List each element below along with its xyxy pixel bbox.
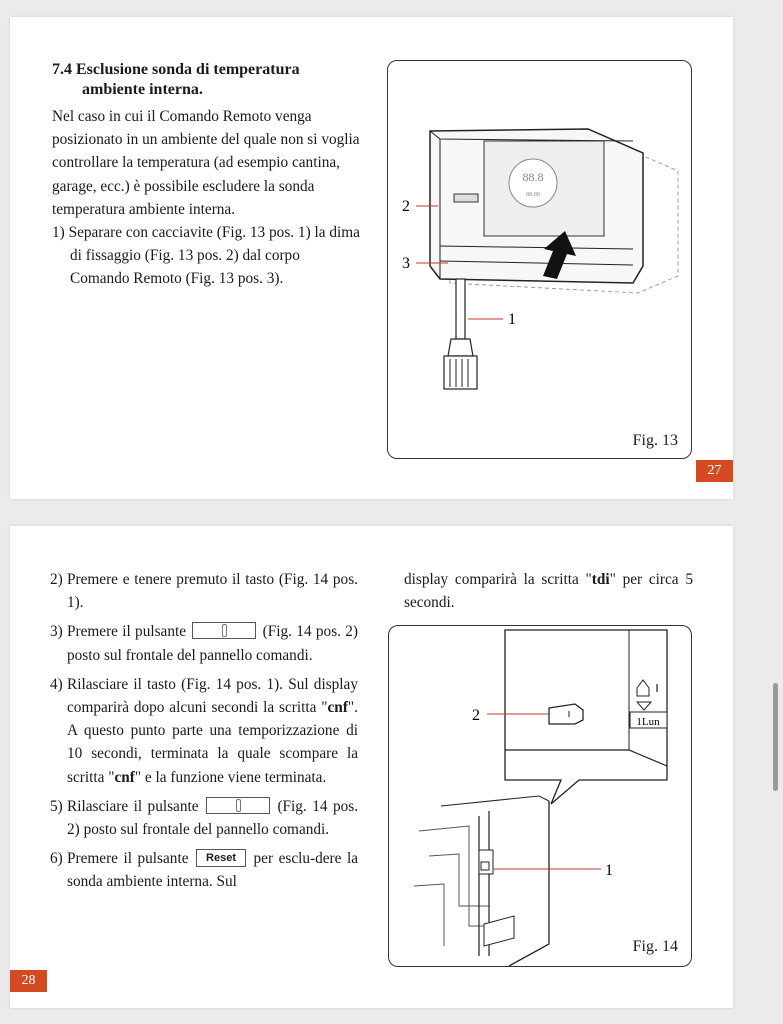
- figure-label-1: 1: [508, 311, 516, 328]
- thermometer-button-icon: [192, 622, 256, 639]
- step-2: [50, 568, 358, 614]
- scrollbar[interactable]: [773, 683, 778, 791]
- step-number: 2): [50, 571, 63, 588]
- step-text: Rilasciare il tasto (Fig. 14 pos. 1). Sul display comparirà dopo alcuni secondi la scritta "cnf". A questo punto parte una temporizzazione di 10 secondi, terminata la quale scompare la scritta "cnf" e la funzione viene terminata.: [67, 675, 358, 786]
- step-3: [50, 620, 358, 666]
- figure-caption: Fig. 13: [632, 432, 678, 449]
- figure-14: [388, 625, 692, 967]
- section-title: [52, 60, 372, 100]
- reset-button-icon: Reset: [196, 849, 246, 867]
- step-text: Rilasciare il pulsante (Fig. 14 pos. 2) posto sul frontale del pannello comandi.: [67, 797, 359, 839]
- control-panel-drawing: [389, 626, 691, 966]
- panel-day-label: 1Lun: [636, 716, 660, 728]
- step-number: 5): [50, 797, 63, 815]
- step-4: [50, 673, 358, 789]
- step-6: [50, 847, 358, 893]
- continued-text: display comparirà la scritta "tdi" per circa 5 secondi.: [404, 571, 693, 612]
- figure-label-3: 3: [402, 255, 410, 272]
- step-number: 4): [50, 675, 63, 693]
- page-number: 27: [696, 460, 733, 482]
- step-number: 6): [50, 850, 63, 868]
- step-1: 1) Separare con cacciavite (Fig. 13 pos. 1) la dima di fissaggio (Fig. 13 pos. 2) dal corpo Comando Remoto (Fig. 13 pos. 3).: [52, 224, 360, 288]
- section-body: [52, 105, 362, 291]
- figure-label-2: 2: [472, 707, 480, 724]
- page-number: 28: [10, 970, 47, 992]
- figure-label-2: 2: [402, 198, 410, 215]
- section-title-line2: ambiente interna.: [82, 81, 203, 98]
- page-28: [10, 526, 733, 1008]
- steps-column: [50, 568, 358, 900]
- display-main-text: 88.8: [522, 170, 544, 184]
- remote-control-drawing: [388, 61, 691, 458]
- step-text: Premere il pulsante Reset per esclu-dere la sonda ambiente interna. Sul: [67, 850, 358, 891]
- intro-paragraph: Nel caso in cui il Comando Remoto venga posizionato in un ambiente del quale non si voglia controllare la temperatura (ad esempio cantina, garage, ecc.) è possibile escludere la sonda temperatura ambiente interna.: [52, 108, 360, 218]
- display-sub-text: 88:88: [526, 192, 540, 198]
- figure-13: [387, 60, 692, 459]
- figure-caption: Fig. 14: [632, 938, 678, 955]
- step-5: [50, 795, 358, 841]
- section-title-line1: 7.4 Esclusione sonda di temperatura: [52, 61, 300, 78]
- page-27: [10, 17, 733, 499]
- step-number: 3): [50, 623, 63, 641]
- step-text: Premere e tenere premuto il tasto (Fig. 14 pos. 1).: [67, 571, 358, 612]
- step-text: Premere il pulsante (Fig. 14 pos. 2) posto sul frontale del pannello comandi.: [67, 623, 359, 664]
- thermometer-button-icon: [206, 797, 270, 814]
- figure-label-1: 1: [605, 862, 613, 879]
